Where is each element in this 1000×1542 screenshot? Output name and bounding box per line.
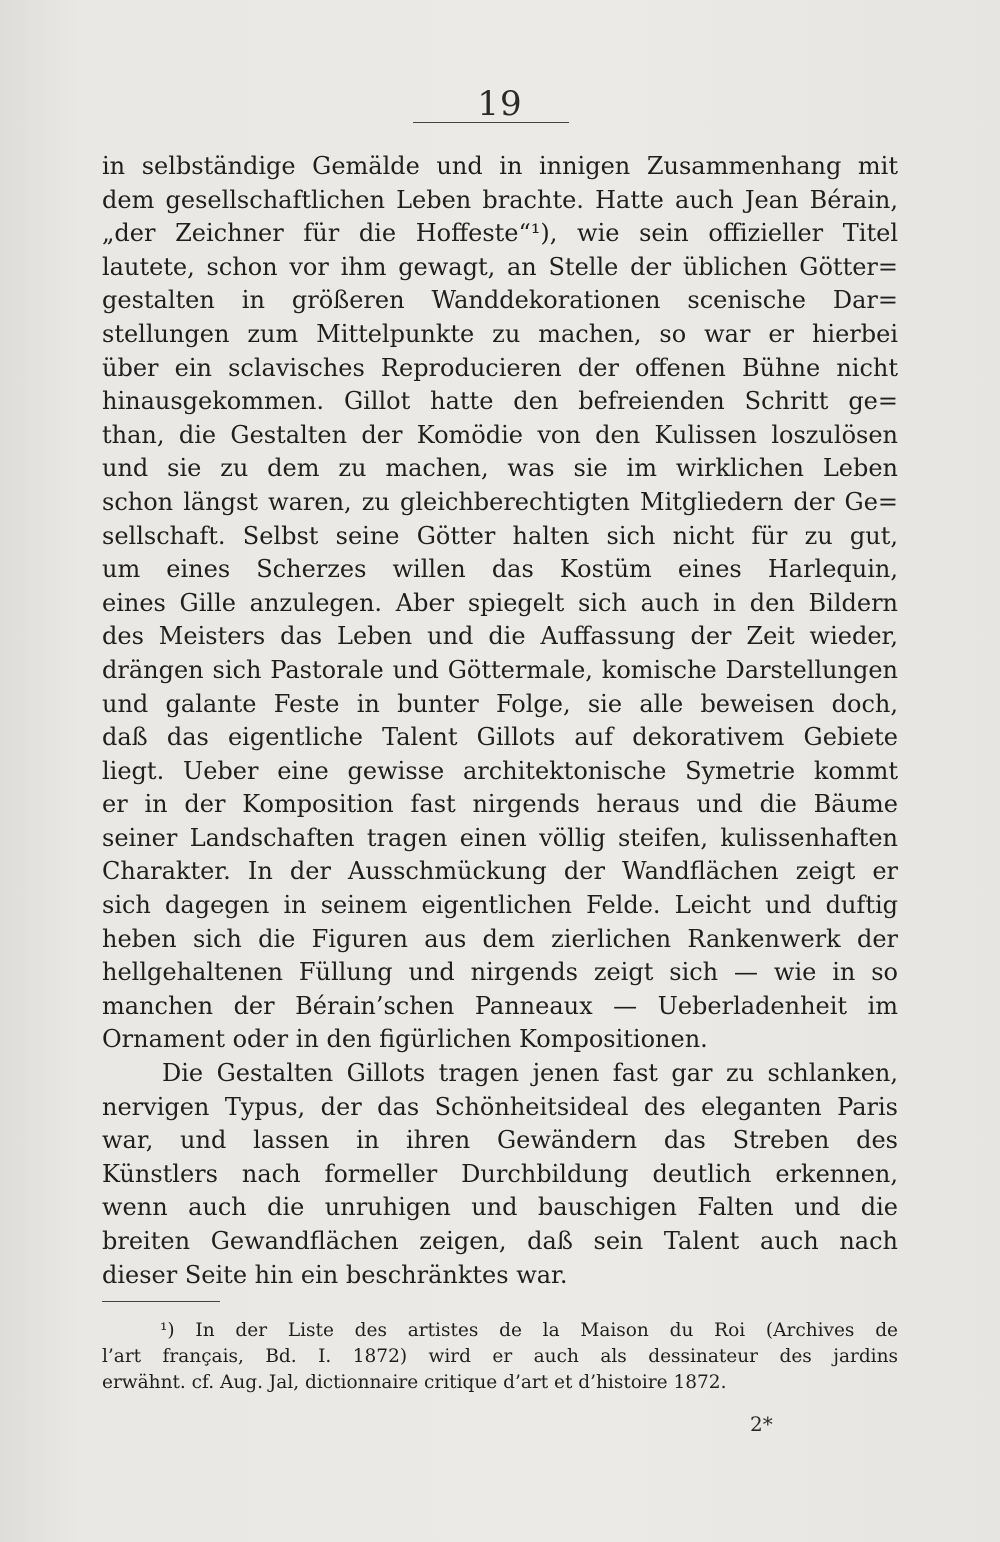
text-line: lautete, schon vor ihm gewagt, an Stelle der üblichen Götter= <box>102 252 898 281</box>
text-line: über ein sclavisches Reproducieren der offenen Bühne nicht <box>102 353 898 382</box>
text-line: um eines Scherzes willen das Kostüm eines Harlequin, <box>102 555 898 584</box>
text-line: wenn auch die unruhigen und bauschigen Falten und die <box>102 1193 898 1222</box>
text-line: war, und lassen in ihren Gewändern das Streben des <box>102 1126 898 1155</box>
footnote <box>102 1318 898 1396</box>
text-line: nervigen Typus, der das Schönheitsideal des eleganten Paris <box>102 1092 898 1121</box>
text-line: eines Gille anzulegen. Aber spiegelt sich auch in den Bildern <box>102 588 898 617</box>
text-line: in selbständige Gemälde und in innigen Zusammenhang mit <box>102 152 898 180</box>
text-line: Künstlers nach formeller Durchbildung deutlich erkennen, <box>102 1159 898 1188</box>
text-line: dieser Seite hin ein beschränktes war. <box>102 1260 568 1289</box>
text-line: und sie zu dem zu machen, was sie im wirklichen Leben <box>102 454 898 483</box>
text-line: Ornament oder in den figürlichen Kompositionen. <box>102 1025 708 1054</box>
text-line: heben sich die Figuren aus dem zierlichen Rankenwerk der <box>102 924 898 953</box>
text-line: und galante Feste in bunter Folge, sie alle beweisen doch, <box>102 689 898 718</box>
text-line: than, die Gestalten der Komödie von den Kulissen loszulösen <box>102 420 898 449</box>
text-line: Charakter. In der Ausschmückung der Wandflächen zeigt er <box>102 857 898 886</box>
header-rule <box>413 122 569 123</box>
text-line: Die Gestalten Gillots tragen jenen fast gar zu schlanken, <box>162 1059 898 1088</box>
text-line: sich dagegen in seinem eigentlichen Felde. Leicht und duftig <box>102 891 898 920</box>
text-line: „der Zeichner für die Hoffeste“¹), wie sein offizieller Titel <box>102 219 898 248</box>
text-line: stellungen zum Mittelpunkte zu machen, so war er hierbei <box>102 319 898 348</box>
text-line: des Meisters das Leben und die Auffassung der Zeit wieder, <box>102 622 898 651</box>
footnote-line: erwähnt. cf. Aug. Jal, dictionnaire critique d’art et d’histoire 1872. <box>102 1372 727 1393</box>
footnote-line: ¹) In der Liste des artistes de la Maison du Roi (Archives de <box>160 1320 898 1341</box>
text-line: liegt. Ueber eine gewisse architektonische Symetrie kommt <box>102 756 898 785</box>
text-line: sellschaft. Selbst seine Götter halten sich nicht für zu gut, <box>102 521 898 550</box>
text-line: hinausgekommen. Gillot hatte den befreienden Schritt ge= <box>102 387 898 416</box>
footnote-rule <box>102 1301 220 1302</box>
body-text <box>102 150 898 1292</box>
page-number: 19 <box>477 84 523 124</box>
text-line: er in der Komposition fast nirgends heraus und die Bäume <box>102 790 898 819</box>
text-line: dem gesellschaftlichen Leben brachte. Hatte auch Jean Bérain, <box>102 185 898 214</box>
text-line: manchen der Bérain’schen Panneaux — Ueberladenheit im <box>102 991 898 1020</box>
signature-mark: 2* <box>750 1412 773 1436</box>
text-line: hellgehaltenen Füllung und nirgends zeigt sich — wie in so <box>102 958 898 987</box>
text-line: gestalten in größeren Wanddekorationen scenische Dar= <box>102 286 898 315</box>
text-line: breiten Gewandflächen zeigen, daß sein Talent auch nach <box>102 1227 898 1255</box>
footnote-line: l’art français, Bd. I. 1872) wird er auch als dessinateur des jardins <box>102 1346 898 1367</box>
text-line: drängen sich Pastorale und Göttermale, komische Darstellungen <box>102 655 898 684</box>
text-line: schon längst waren, zu gleichberechtigten Mitgliedern der Ge= <box>102 487 898 516</box>
text-line: daß das eigentliche Talent Gillots auf dekorativem Gebiete <box>102 723 898 752</box>
text-line: seiner Landschaften tragen einen völlig steifen, kulissenhaften <box>102 823 898 852</box>
